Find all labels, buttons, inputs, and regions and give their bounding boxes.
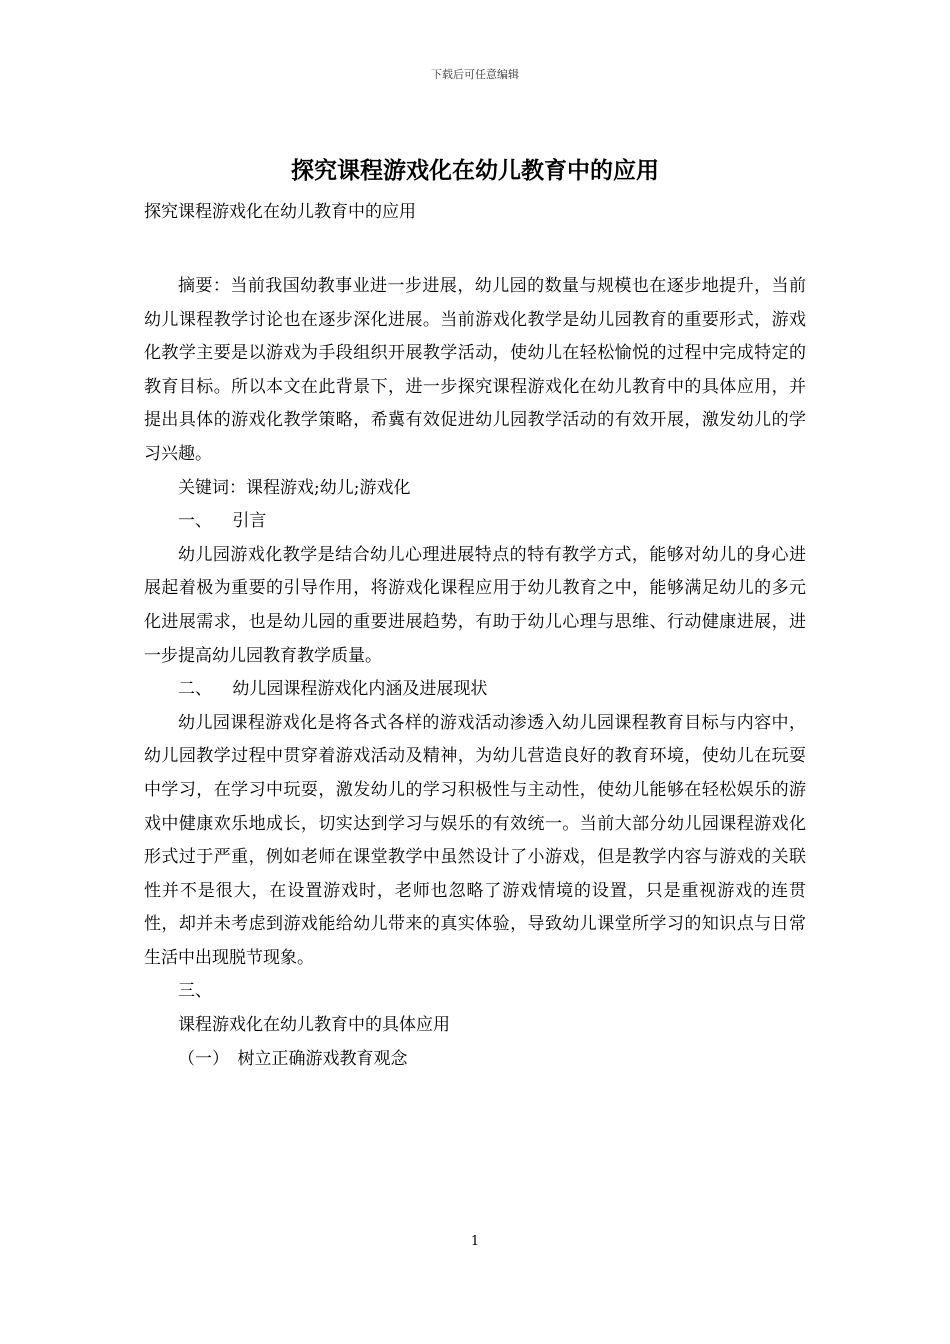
subsection-title-1: 树立正确游戏教育观念 xyxy=(237,1048,408,1069)
section-title-3-line xyxy=(144,1009,806,1043)
section-number-3-line xyxy=(144,975,806,1009)
subsection-number-1: （一） xyxy=(178,1048,229,1069)
section-title-3: 课程游戏化在幼儿教育中的具体应用 xyxy=(178,1015,450,1036)
keywords-paragraph: 关键词：课程游戏;幼儿;游戏化 xyxy=(178,477,411,498)
document-subtitle: 探究课程游戏化在幼儿教育中的应用 xyxy=(144,202,416,222)
section-paragraph-1: 幼儿园游戏化教学是结合幼儿心理进展特点的特有教学方式，能够对幼儿的身心进展起着极为重要的引导作用，将游戏化课程应用于幼儿教育之中，能够满足幼儿的多元化进展需求，也是幼儿园的重要进展趋势，有助于幼儿心理与思维、行动健康进展，进一步提高幼儿园教育教学质量。 xyxy=(144,544,806,666)
section-number-2: 二、 xyxy=(178,679,212,700)
section-title-1: 引言 xyxy=(232,511,267,532)
section-paragraph-2: 幼儿园课程游戏化是将各式各样的游戏活动渗透入幼儿园课程教育目标与内容中，幼儿园教学过程中贯穿着游戏活动及精神，为幼儿营造良好的教育环境，使幼儿在玩耍中学习，在学习中玩耍，激发幼儿的学习积极性与主动性，使幼儿能够在轻松娱乐的游戏中健康欢乐地成长，切实达到学习与娱乐的有效统一。当前大部分幼儿园课程游戏化形式过于严重，例如老师在课堂教学中虽然设计了小游戏，但是教学内容与游戏的关联性并不是很大，在设置游戏时，老师也忽略了游戏情境的设置，只是重视游戏的连贯性，却并未考虑到游戏能给幼儿带来的真实体验，导致幼儿课堂所学习的知识点与日常生活中出现脱节现象。 xyxy=(144,712,806,968)
section-number-3: 三、 xyxy=(178,981,212,1002)
section-number-1: 一、 xyxy=(178,511,212,532)
page-number: 1 xyxy=(470,1234,480,1249)
document-body xyxy=(144,270,806,1076)
section-title-2: 幼儿园课程游戏化内涵及进展现状 xyxy=(232,679,488,700)
section-heading-1 xyxy=(144,505,806,539)
section-heading-2 xyxy=(144,673,806,707)
document-title: 探究课程游戏化在幼儿教育中的应用 xyxy=(291,157,659,184)
abstract-paragraph: 摘要：当前我国幼教事业进一步进展，幼儿园的数量与规模也在逐步地提升，当前幼儿课程教学讨论也在逐步深化进展。当前游戏化教学是幼儿园教育的重要形式，游戏化教学主要是以游戏为手段组织开展教学活动，使幼儿在轻松愉悦的过程中完成特定的教育目标。所以本文在此背景下，进一步探究课程游戏化在幼儿教育中的具体应用，并提出具体的游戏化教学策略，希冀有效促进幼儿园教学活动的有效开展，激发幼儿的学习兴趣。 xyxy=(144,276,806,464)
header-note: 下载后可任意编辑 xyxy=(431,68,519,81)
subsection-heading-1 xyxy=(144,1043,806,1077)
